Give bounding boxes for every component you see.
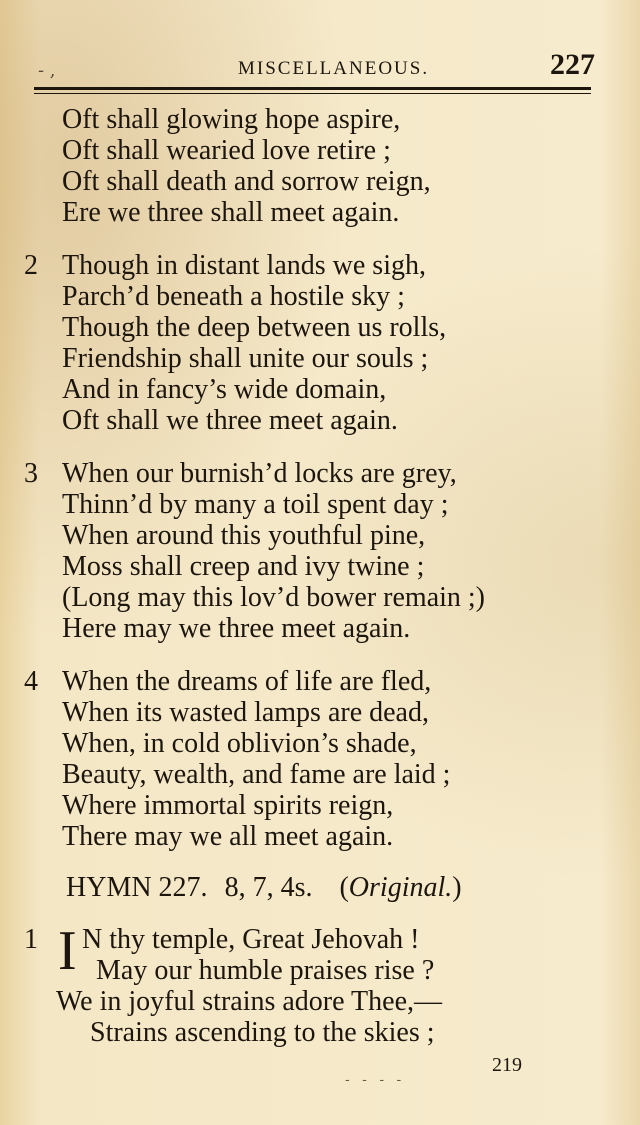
verse-line: And in fancy’s wide domain, <box>62 374 387 405</box>
signature-mark: 219 <box>492 1054 522 1076</box>
verse-line: Oft shall wearied love retire ; <box>62 135 391 166</box>
hymn-title: HYMN 227. <box>66 872 208 903</box>
verse-line: N thy temple, Great Jehovah ! <box>82 924 420 955</box>
hymn-heading <box>66 872 626 906</box>
head-mark: - , <box>38 60 56 81</box>
stanza-1 <box>0 104 640 228</box>
verse-line: Moss shall creep and ivy twine ; <box>62 551 425 582</box>
verse-line: Parch’d beneath a hostile sky ; <box>62 281 405 312</box>
drop-cap: I <box>58 920 77 982</box>
verse-line: 4 When the dreams of life are fled, <box>24 666 432 697</box>
verse-line: Oft shall glowing hope aspire, <box>62 104 401 135</box>
header-rule-thick <box>34 87 591 90</box>
header-rule-thin <box>34 93 591 94</box>
stanza-number: 2 <box>24 250 38 281</box>
stanza-number: 3 <box>24 458 38 489</box>
verse-line: Though the deep between us rolls, <box>62 312 447 343</box>
stanza-2 <box>0 250 640 436</box>
stanza-number: 1 <box>24 924 38 955</box>
verse-line: Friendship shall unite our souls ; <box>62 343 429 374</box>
page-number: 227 <box>550 48 595 81</box>
stanza-3 <box>0 458 640 644</box>
verse-line: May our humble praises rise ? <box>96 955 435 986</box>
hymn-meter: 8, 7, 4s. <box>224 872 313 903</box>
stanza-number: 4 <box>24 666 38 697</box>
verse-line: Beauty, wealth, and fame are laid ; <box>62 759 451 790</box>
hymn-source: (Original.) <box>339 872 462 903</box>
verse-line: There may we all meet again. <box>62 821 394 852</box>
verse-line: Thinn’d by many a toil spent day ; <box>62 489 449 520</box>
section-title: MISCELLANEOUS. <box>238 58 430 79</box>
verse-line: When its wasted lamps are dead, <box>62 697 429 728</box>
verse-line: 3 When our burnish’d locks are grey, <box>24 458 457 489</box>
verse-line: Ere we three shall meet again. <box>62 197 400 228</box>
verse-line: 2 Though in distant lands we sigh, <box>24 250 426 281</box>
footer-marks: - - - - <box>345 1072 406 1088</box>
verse-line: (Long may this lov’d bower remain ;) <box>62 582 486 613</box>
running-head <box>30 48 595 92</box>
stanza-4 <box>0 666 640 852</box>
verse-line: Oft shall death and sorrow reign, <box>62 166 431 197</box>
verse-line: Strains ascending to the skies ; <box>90 1017 435 1048</box>
verse-line: When, in cold oblivion’s shade, <box>62 728 417 759</box>
verse-line: Oft shall we three meet again. <box>62 405 398 436</box>
verse-line: Where immortal spirits reign, <box>62 790 394 821</box>
verse-line: Here may we three meet again. <box>62 613 411 644</box>
verse-line: We in joyful strains adore Thee,— <box>56 986 443 1017</box>
verse-line: When around this youthful pine, <box>62 520 426 551</box>
